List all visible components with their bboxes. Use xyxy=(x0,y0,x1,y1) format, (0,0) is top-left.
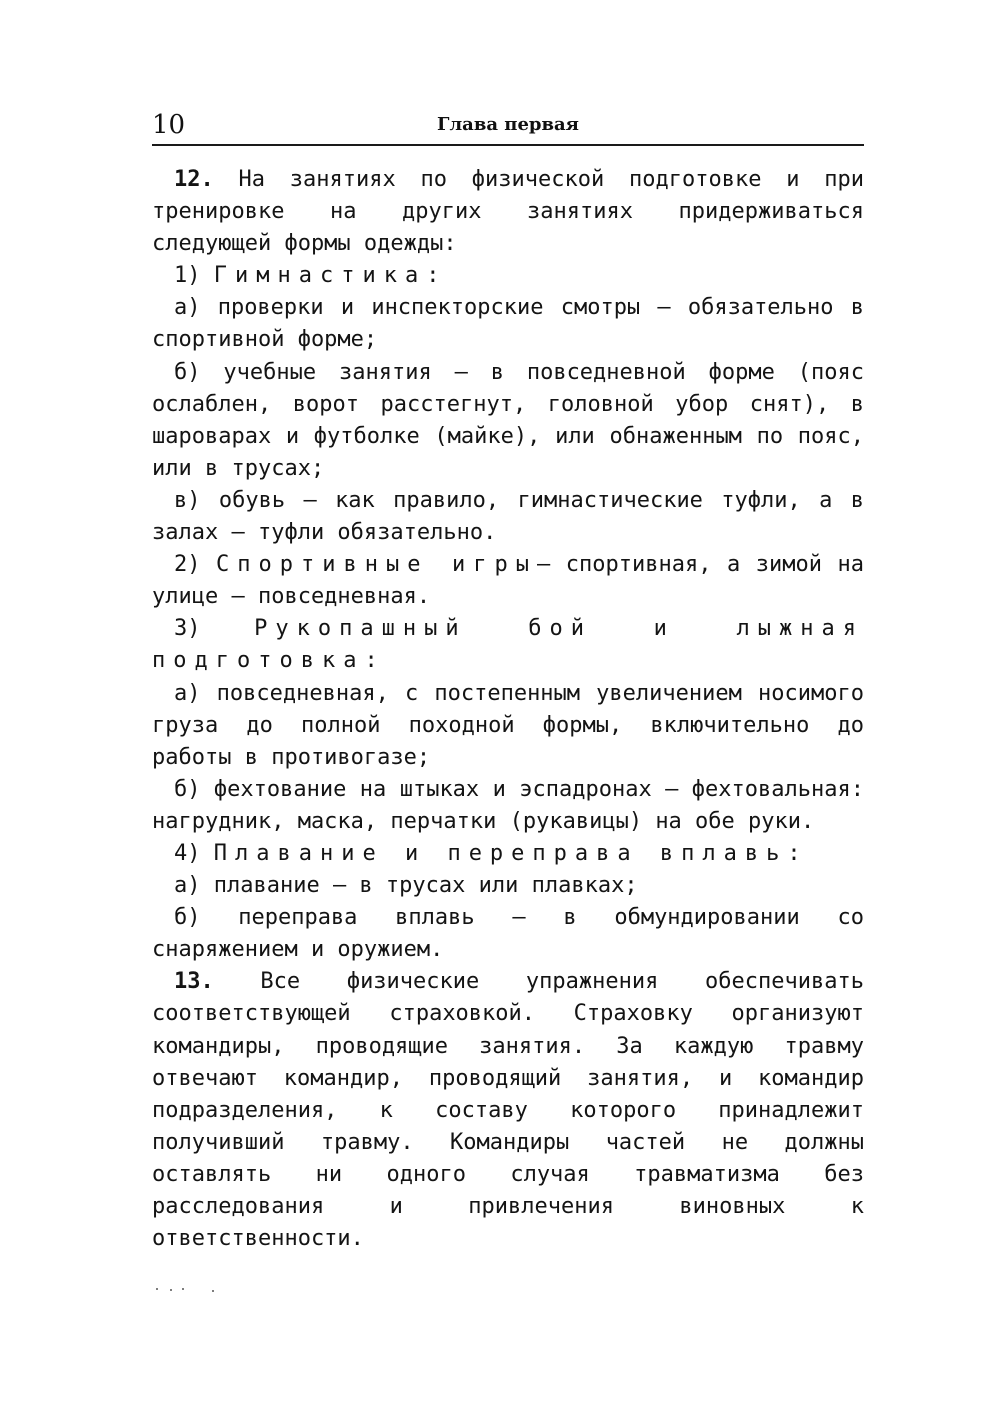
page-body xyxy=(152,164,864,1255)
item-1-title: Гимнастика: xyxy=(213,263,448,289)
item-1-c: в) обувь — как правило, гимнастические туфли, а в залах — туфли обязательно. xyxy=(152,487,864,546)
item-1-b: б) учебные занятия — в повседневной форме (пояс ослаблен, ворот расстегнут, головной убор снят), в шароварах и футболке (майке), или обнаженным по пояс, или в трусах; xyxy=(152,359,864,481)
item-3-b: б) фехтование на штыках и эспадронах — фехтовальная: нагрудник, маска, перчатки (рукавицы) на обе руки. xyxy=(152,776,864,834)
page-header xyxy=(152,108,864,146)
item-1-a: а) проверки и инспекторские смотры — обязательно в спортивной форме; xyxy=(152,295,864,353)
speck xyxy=(212,1290,214,1292)
speck xyxy=(182,1288,184,1290)
item-1-number: 1) xyxy=(174,263,201,289)
item-2-text: — спортивная, а зимой на улице — повседневная. xyxy=(152,552,864,610)
item-4-b: б) переправа вплавь — в обмундировании со снаряжением и оружием. xyxy=(152,905,864,963)
print-specks xyxy=(152,1286,232,1294)
speck xyxy=(156,1288,158,1290)
item-4-number: 4) xyxy=(174,840,201,866)
section-13-text: Все физические упражнения обеспечивать соответствующей страховкой. Страховку организуют командиры, проводящие занятия. За каждую травму отвечают командир, проводящий занятия, и командир подразделения, к составу которого принадлежит получивший травму. Командиры частей не должны оставлять ни одного случая травматизма без расследования и привлечения виновных к ответственности. xyxy=(152,969,864,1252)
section-12-number: 12. xyxy=(174,167,214,192)
item-3-a: а) повседневная, с постепенным увеличением носимого груза до полной походной формы, включительно до работы в противогазе; xyxy=(152,680,864,770)
section-12-intro xyxy=(152,164,864,260)
section-13-number: 13. xyxy=(174,969,214,995)
speck xyxy=(170,1289,172,1291)
item-3-title: Рукопашный бой и лыжная подготовка: xyxy=(152,616,865,674)
item-3-heading xyxy=(152,613,864,677)
item-2-number: 2) xyxy=(174,552,201,578)
running-title: Глава первая xyxy=(437,114,579,135)
section-12-intro-text: На занятиях по физической подготовке и при тренировке на других занятиях придерживаться следующей формы одежды: xyxy=(152,167,865,257)
item-3-number: 3) xyxy=(174,616,201,642)
item-1-heading xyxy=(152,260,864,292)
item-4-heading xyxy=(152,838,864,870)
item-4-title: Плавание и переправа вплавь: xyxy=(213,840,809,866)
item-4-a: а) плавание — в трусах или плавках; xyxy=(174,873,638,899)
page-number: 10 xyxy=(152,110,186,140)
item-2-title: Спортивные игры xyxy=(216,552,537,578)
item-2 xyxy=(152,549,864,613)
section-13 xyxy=(152,966,864,1255)
